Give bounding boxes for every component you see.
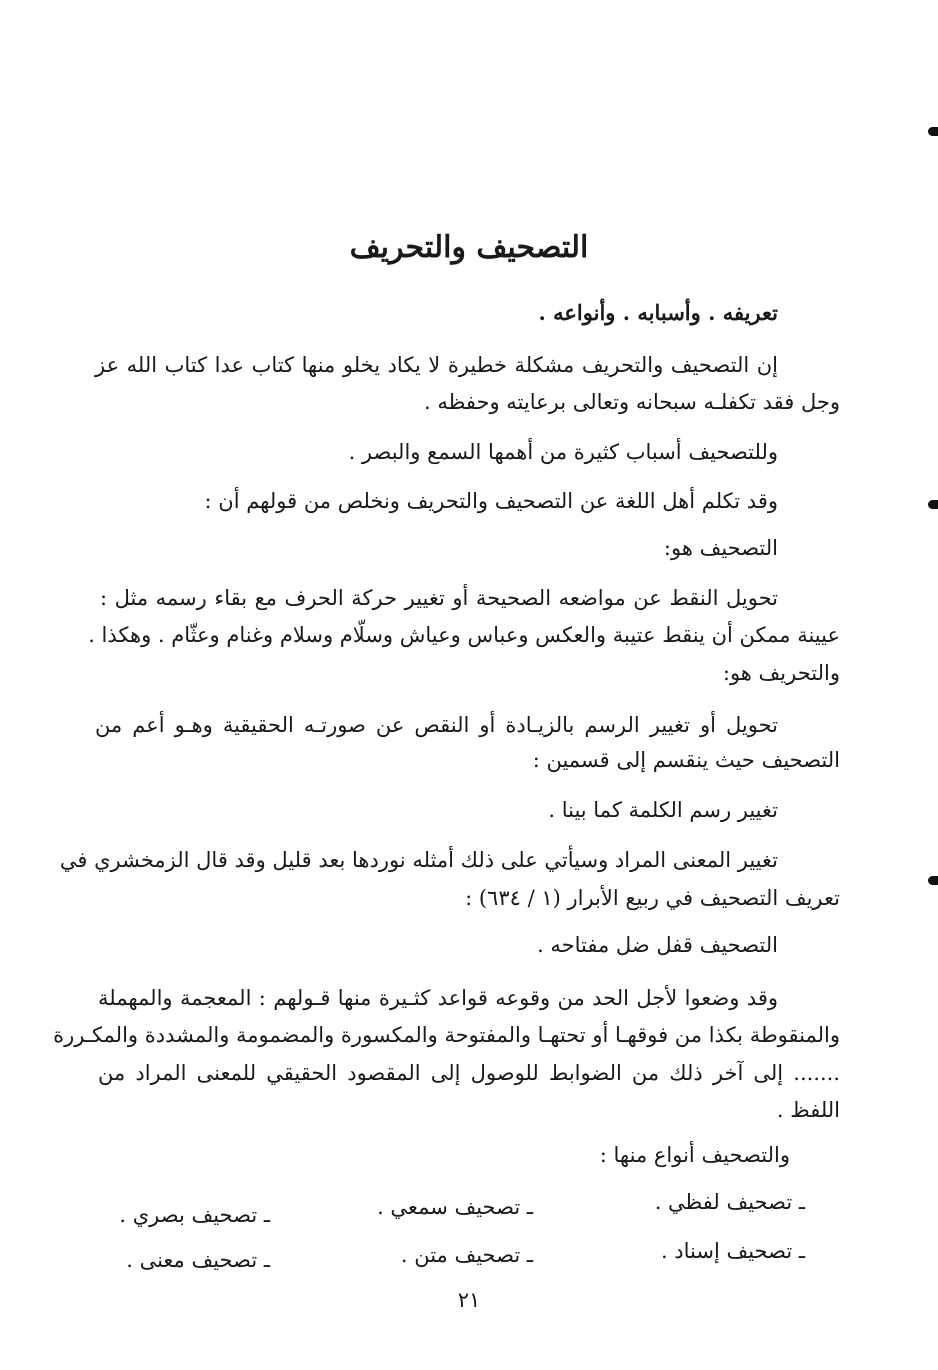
- type-item: ـ تصحيف متن .: [400, 1243, 533, 1267]
- text-line: إن التصحيف والتحريف مشكلة خطيرة لا يكاد يخلو منها كتاب عدا كتاب الله عز: [95, 353, 778, 377]
- text-line: التصحيف قفل ضل مفتاحه .: [537, 933, 778, 957]
- text-line: ....... إلى آخر ذلك من الضوابط للوصول إلى المقصود الحقيقي للمعنى المراد من: [98, 1061, 840, 1085]
- text-line: التصحيف حيث ينقسم إلى قسمين :: [532, 748, 840, 772]
- text-line: تحويل أو تغيير الرسم بالزيـادة أو النقص عن صورتـه الحقيقية وهـو أعم من: [95, 713, 778, 737]
- type-item: ـ تصحيف لفظي .: [654, 1190, 805, 1214]
- scan-mark: [928, 500, 938, 509]
- text-line: اللفظ .: [776, 1098, 840, 1122]
- text-line: تغيير رسم الكلمة كما بينا .: [548, 798, 778, 822]
- scan-mark: [928, 127, 938, 136]
- type-item: ـ تصحيف معنى .: [126, 1248, 270, 1272]
- text-line: عيينة ممكن أن ينقط عتيبة والعكس وعباس وعياش وسلّام وسلام وغنام وعثّام . وهكذا .: [88, 623, 840, 647]
- text-line: وللتصحيف أسباب كثيرة من أهمها السمع والبصر .: [348, 440, 778, 464]
- type-item: ـ تصحيف سمعي .: [377, 1195, 533, 1219]
- text-line: والتحريف هو:: [722, 661, 840, 685]
- text-line: والتصحيف أنواع منها :: [599, 1143, 790, 1167]
- scan-mark: [928, 876, 938, 885]
- text-line: تعريف التصحيف في ربيع الأبرار (١ / ٦٣٤) :: [465, 886, 840, 910]
- page-title: التصحيف والتحريف: [349, 230, 589, 265]
- text-line: التصحيف هو:: [663, 536, 778, 560]
- text-line: تحويل النقط عن مواضعه الصحيحة أو تغيير حركة الحرف مع بقاء رسمه مثل :: [100, 586, 778, 610]
- type-item: ـ تصحيف بصري .: [119, 1203, 270, 1227]
- text-line: والمنقوطة بكذا من فوقهـا أو تحتهـا والمفتوحة والمكسورة والمضمومة والمشددة والمكـررة: [53, 1023, 840, 1047]
- type-item: ـ تصحيف إسناد .: [660, 1239, 805, 1263]
- subtitle: تعريفه . وأسبابه . وأنواعه .: [538, 300, 778, 325]
- text-line: وجل فقد تكفلـه سبحانه وتعالى برعايته وحفظه .: [424, 390, 840, 414]
- text-line: تغيير المعنى المراد وسيأتي على ذلك أمثله نوردها بعد قليل وقد قال الزمخشري في: [59, 848, 778, 872]
- text-line: وقد تكلم أهل اللغة عن التصحيف والتحريف ونخلص من قولهم أن :: [204, 489, 778, 513]
- text-line: وقد وضعوا لأجل الحد من وقوعه قواعد كثـيرة منها قـولهم : المعجمة والمهملة: [98, 986, 778, 1010]
- page-number: ٢١: [457, 1288, 481, 1312]
